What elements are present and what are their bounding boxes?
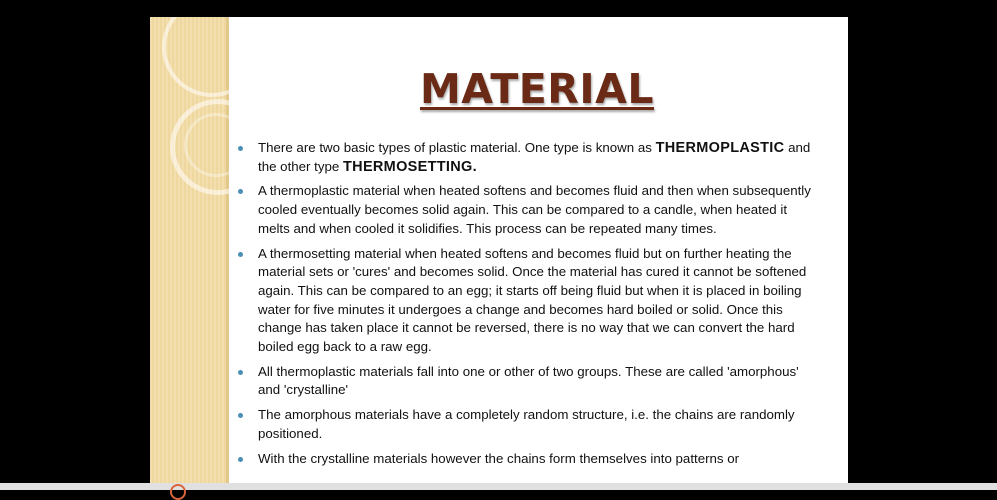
- slide-nav-icon[interactable]: [170, 484, 186, 500]
- bullet-bold-term: THERMOSETTING.: [343, 158, 477, 175]
- bullet-list: [238, 139, 818, 474]
- slide-title: MATERIAL: [419, 65, 654, 113]
- bullet-text: There are two basic types of plastic material. One type is known as: [258, 140, 656, 155]
- bullet-text: All thermoplastic materials fall into one or other of two groups. These are called 'amorphous' and 'crystalline': [258, 363, 799, 398]
- bullet-item: [238, 450, 818, 469]
- bullet-icon: [238, 252, 243, 257]
- bullet-item: [238, 245, 818, 357]
- bullet-text: With the crystalline materials however the chains form themselves into patterns or: [258, 450, 740, 466]
- bullet-text: The amorphous materials have a completely random structure, i.e. the chains are randomly positioned.: [258, 407, 795, 441]
- bullet-icon: [238, 189, 243, 194]
- bullet-icon: [238, 457, 243, 462]
- bullet-text: and the other type: [258, 140, 811, 174]
- bullet-text: A thermoplastic material when heated softens and becomes fluid and then when subsequently cooled eventually becomes solid again. This can be compared to a candle, when heated it melts and when cooled it solidifies. This process can be repeated many times.: [258, 183, 811, 236]
- bullet-item: [238, 363, 818, 400]
- bullet-icon: [238, 146, 243, 151]
- slide: [150, 17, 848, 490]
- bullet-icon: [238, 413, 243, 418]
- bullet-bold-term: THERMOPLASTIC: [655, 140, 785, 156]
- decorative-side-panel: [150, 17, 229, 490]
- viewer-bottom-bar: [0, 483, 997, 490]
- bullet-item: [238, 139, 818, 176]
- bullet-text: A thermosetting material when heated softens and becomes fluid but on further heating the material sets or 'cures' and becomes solid. Once the material has cured it cannot be softened again. This can be compared to an egg; it starts off being fluid but when it is placed in boiling water for five minutes it undergoes a change and becomes hard boiled or solid. Once this change has taken place it cannot be reversed, there is no way that we can convert the hard boiled egg back to a raw egg.: [258, 245, 807, 355]
- bullet-item: [238, 406, 818, 443]
- bullet-icon: [238, 370, 243, 375]
- bullet-item: [238, 182, 818, 238]
